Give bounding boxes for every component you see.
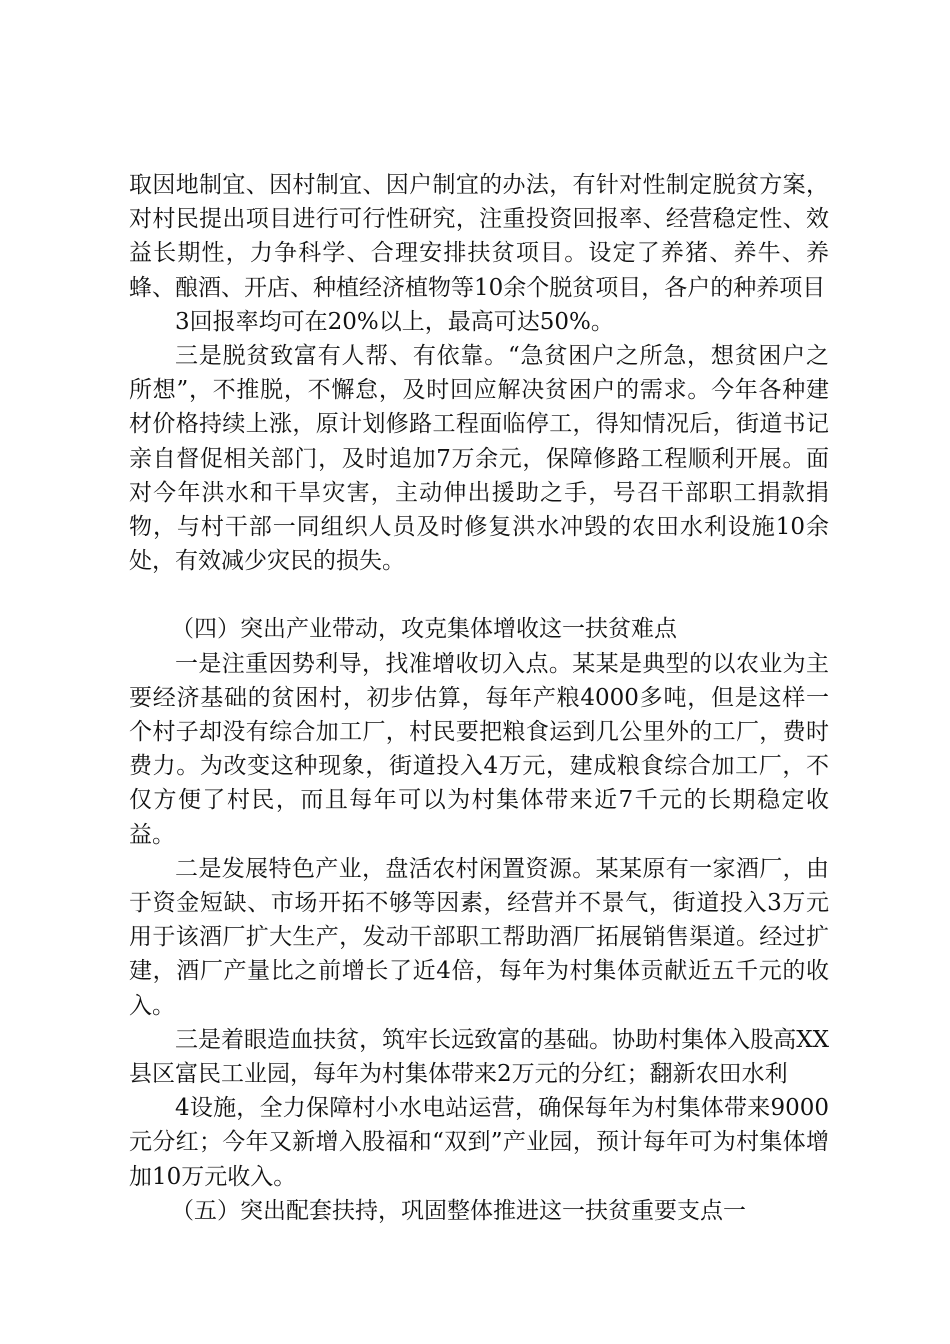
document-body xyxy=(129,168,829,1228)
paragraph-hydropower: 4设施，全力保障村小水电站运营，确保每年为村集体带来9000元分红；今年又新增入股福和“双到”产业园，预计每年可为村集体增加10万元收入。 xyxy=(129,1095,829,1190)
paragraph-industrial-park: 三是着眼造血扶贫，筑牢长远致富的基础。协助村集体入股高XX县区富民工业园，每年为村集体带来2万元的分红；翻新农田水利 xyxy=(129,1026,829,1088)
paragraph-gap xyxy=(129,578,829,612)
paragraph-help-support: 三是脱贫致富有人帮、有依靠。“急贫困户之所急，想贫困户之所想”，不推脱，不懈怠，及时回应解决贫困户的需求。今年各种建材价格持续上涨，原计划修路工程面临停工，得知情况后，街道书记亲自督促相关部门，及时追加7万余元，保障修路工程顺利开展。面对今年洪水和干旱灾害，主动伸出援助之手，号召干部职工捐款捐物，与村干部一同组织人员及时修复洪水冲毁的农田水利设施10余处，有效减少灾民的损失。 xyxy=(129,343,829,575)
paragraph-processing-plant: 一是注重因势利导，找准增收切入点。某某是典型的以农业为主要经济基础的贫困村，初步估算，每年产粮4000多吨，但是这样一个村子却没有综合加工厂，村民要把粮食运到几公里外的工厂，费时费力。为改变这种现象，街道投入4万元，建成粮食综合加工厂，不仅方便了村民，而且每年可以为村集体带来近7千元的长期稳定收益。 xyxy=(129,650,829,848)
section-heading-four: （四）突出产业带动，攻克集体增收这一扶贫难点 xyxy=(171,616,677,643)
paragraph-return-rate: 3回报率均可在20%以上，最高可达50%。 xyxy=(175,308,614,335)
paragraph-project-planning: 取因地制宜、因村制宜、因户制宜的办法，有针对性制定脱贫方案，对村民提出项目进行可行性研究，注重投资回报率、经营稳定性、效益长期性，力争科学、合理安排扶贫项目。设定了养猪、养牛、养蜂、酿酒、开店、种植经济植物等10余个脱贫项目，各户的种养项目 xyxy=(129,172,829,301)
section-heading-five: （五）突出配套扶持，巩固整体推进这一扶贫重要支点一 xyxy=(171,1197,746,1224)
paragraph-winery: 二是发展特色产业，盘活农村闲置资源。某某原有一家酒厂，由于资金短缺、市场开拓不够等因素，经营并不景气，街道投入3万元用于该酒厂扩大生产，发动干部职工帮助酒厂拓展销售渠道。经过扩建，酒厂产量比之前增长了近4倍，每年为村集体贡献近五千元的收入。 xyxy=(129,855,829,1019)
